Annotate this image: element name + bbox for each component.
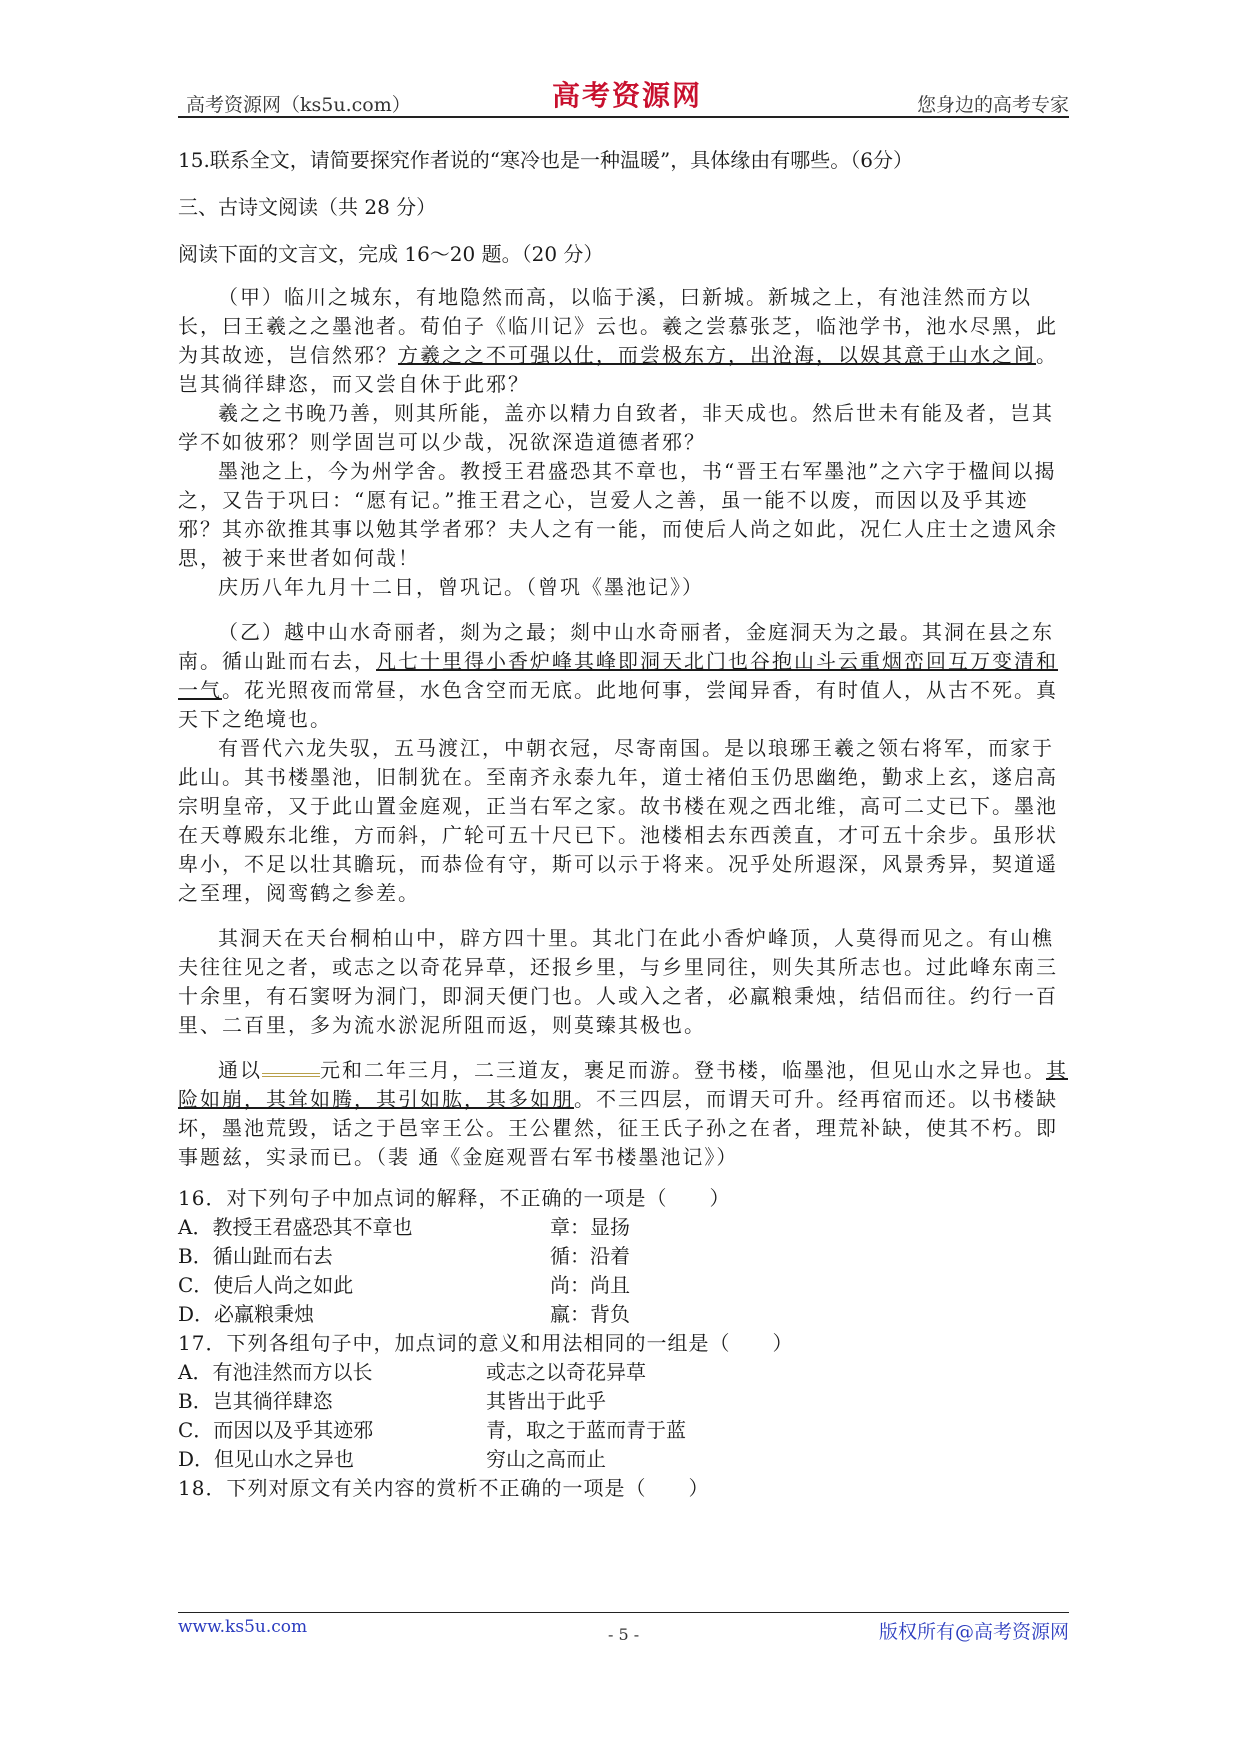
question-17 [178,1329,1069,1474]
yi-p1-text: （乙）越中山水奇丽者，剡为之最；剡中山水奇丽者，金庭洞天为之最。其洞在县之东南。循山趾而右去， [178,620,1054,673]
passage-jia [178,283,1069,602]
passage-yi [178,618,1069,1172]
jia-p1-text-end: 。岂其徜徉肆恣，而又尝自休于此邪？ [178,343,1058,396]
header-logo: 高考资源网 [552,79,703,112]
jia-p1-text: （甲）临川之城东，有地隐然而高，以临于溪，曰新城。新城之上，有池洼然而方以长，曰王羲之之墨池者。荀伯子《临川记》云也。羲之尝慕张芝，临池学书，池水尽黑，此为其故迹，岂信然邪？ [178,285,1058,367]
question-16-option-d [178,1300,1069,1329]
page-number: - 5 - [608,1625,640,1644]
option-text: C．使后人尚之如此 [178,1273,354,1297]
yi-paragraph-4 [178,1056,1069,1172]
yi-paragraph-2: 有晋代六龙失驭，五马渡江，中朝衣冠，尽寄南国。是以琅琊王羲之领右将军，而家于此山。其书楼墨池，旧制犹在。至南齐永泰九年，道士褚伯玉仍思幽绝，勤求上玄，遂启高宗明皇帝，又于此山置金庭观，正当右军之家。故书楼在观之西北维，高可二丈已下。墨池在天尊殿东北维，方而斜，广轮可五十尺已下。池楼相去东西羡直，才可五十余步。虽形状卑小，不足以壮其瞻玩，而恭俭有守，斯可以示于将来。况乎处所遐深，风景秀异，契道遥之至理，阅鸾鹤之参差。 [178,736,1058,905]
jia-paragraph-4: 庆历八年九月十二日，曾巩记。（曾巩《墨池记》） [218,575,704,599]
header-slogan: 您身边的高考专家 [916,94,1069,116]
option-text: A．有池洼然而方以长 [178,1360,373,1384]
question-15: 15.联系全文，请简要探究作者说的“寒冷也是一种温暖”，具体缘由有哪些。（6分） [178,148,913,172]
question-16-stem: 16．对下列句子中加点词的解释，不正确的一项是（ ） [178,1186,731,1210]
question-17-option-c [178,1416,1069,1445]
question-16-option-a [178,1213,1069,1242]
blank-mark [262,1059,320,1077]
option-text: C．而因以及乎其迹邪 [178,1418,374,1442]
option-compare: 或志之以奇花异草 [486,1360,646,1384]
yi-p1-underlined: 凡七十里得小香炉峰其峰即洞天北门也谷抱山斗云重烟峦回互万变清和一气 [178,649,1058,702]
footer-copyright: 版权所有@高考资源网 [878,1621,1069,1643]
section-title: 三、古诗文阅读（共 28 分） [178,195,437,219]
option-compare: 穷山之高而止 [486,1447,606,1471]
yi-paragraph-3: 其洞天在天台桐柏山中，辟方四十里。其北门在此小香炉峰顶，人莫得而见之。有山樵夫往往见之者，或志之以奇花异草，还报乡里，与乡里同往，则失其所志也。过此峰东南三十余里，有石窦呀为洞门，即洞天便门也。人或入之者，必羸粮秉烛，结侣而往。约行一百里、二百里，多为流水淤泥所阻而返，则莫臻其极也。 [178,926,1058,1037]
question-16-option-c [178,1271,1069,1300]
yi-p4-text-end: 。不三四层，而谓天可升。经再宿而还。以书楼缺坏，墨池荒毁，话之于邑宰王公。王公瞿然，征王氏子孙之在者，理荒补缺，使其不朽。即事题兹，实录而已。（裴 通《金庭观晋右军书楼墨池记》） [178,1087,1058,1169]
yi-p4-text-mid: 元和二年三月，二三道友，裹足而游。登书楼，临墨池，但见山水之异也。 [320,1058,1046,1082]
footer-link[interactable]: www.ks5u.com [178,1617,308,1637]
page-footer [178,1612,1069,1644]
question-17-option-a [178,1358,1069,1387]
jia-paragraph-2: 羲之之书晚乃善，则其所能，盖亦以精力自致者，非天成也。然后世未有能及者，岂其学不如彼邪？则学固岂可以少哉，况欲深造道德者邪？ [178,401,1054,454]
question-17-option-b [178,1387,1069,1416]
yi-p4-text: 通以 [218,1058,262,1082]
jia-paragraph-3: 墨池之上，今为州学舍。教授王君盛恐其不章也，书“晋王右军墨池”之六字于楹间以揭之，又告于巩曰：“愿有记。”推王君之心，岂爱人之善，虽一能不以废，而因以及乎其迹邪？其亦欲推其事以勉其学者邪？夫人之有一能，而使后人尚之如此，况仁人庄士之遗风余思，被于来世者如何哉！ [178,459,1058,570]
page-content [178,146,1069,1503]
question-16-option-b [178,1242,1069,1271]
jia-paragraph-1 [178,283,1069,399]
option-compare: 其皆出于此乎 [486,1389,606,1413]
option-text: D．但见山水之异也 [178,1447,355,1471]
question-17-stem: 17．下列各组句子中，加点词的意义和用法相同的一组是（ ） [178,1331,794,1355]
option-explanation: 羸：背负 [550,1302,630,1326]
yi-p4-underlined: 其险如崩，其耸如腾，其引如肱，其多如朋 [178,1058,1068,1111]
option-text: B．循山趾而右去 [178,1244,333,1268]
question-17-option-d [178,1445,1069,1474]
option-text: D．必羸粮秉烛 [178,1302,315,1326]
page-header [178,79,1069,118]
yi-paragraph-1 [178,618,1069,734]
option-text: A．教授王君盛恐其不章也 [178,1215,413,1239]
option-text: B．岂其徜徉肆恣 [178,1389,333,1413]
option-compare: 青，取之于蓝而青于蓝 [486,1418,686,1442]
jia-p1-underlined: 方羲之之不可强以仕，而尝极东方，出沧海，以娱其意于山水之间 [398,343,1036,367]
question-18-stem: 18．下列对原文有关内容的赏析不正确的一项是（ ） [178,1476,710,1500]
question-16 [178,1184,1069,1329]
header-site-name: 高考资源网（ks5u.com） [186,94,411,116]
option-explanation: 循：沿着 [550,1244,630,1268]
option-explanation: 章：显扬 [550,1215,630,1239]
yi-p1-text-end: 。花光照夜而常昼，水色含空而无底。此地何事，尝闻异香，有时值人，从古不死。真天下之绝境也。 [178,678,1058,731]
reading-instruction: 阅读下面的文言文，完成 16～20 题。（20 分） [178,242,604,266]
option-explanation: 尚：尚且 [550,1273,630,1297]
